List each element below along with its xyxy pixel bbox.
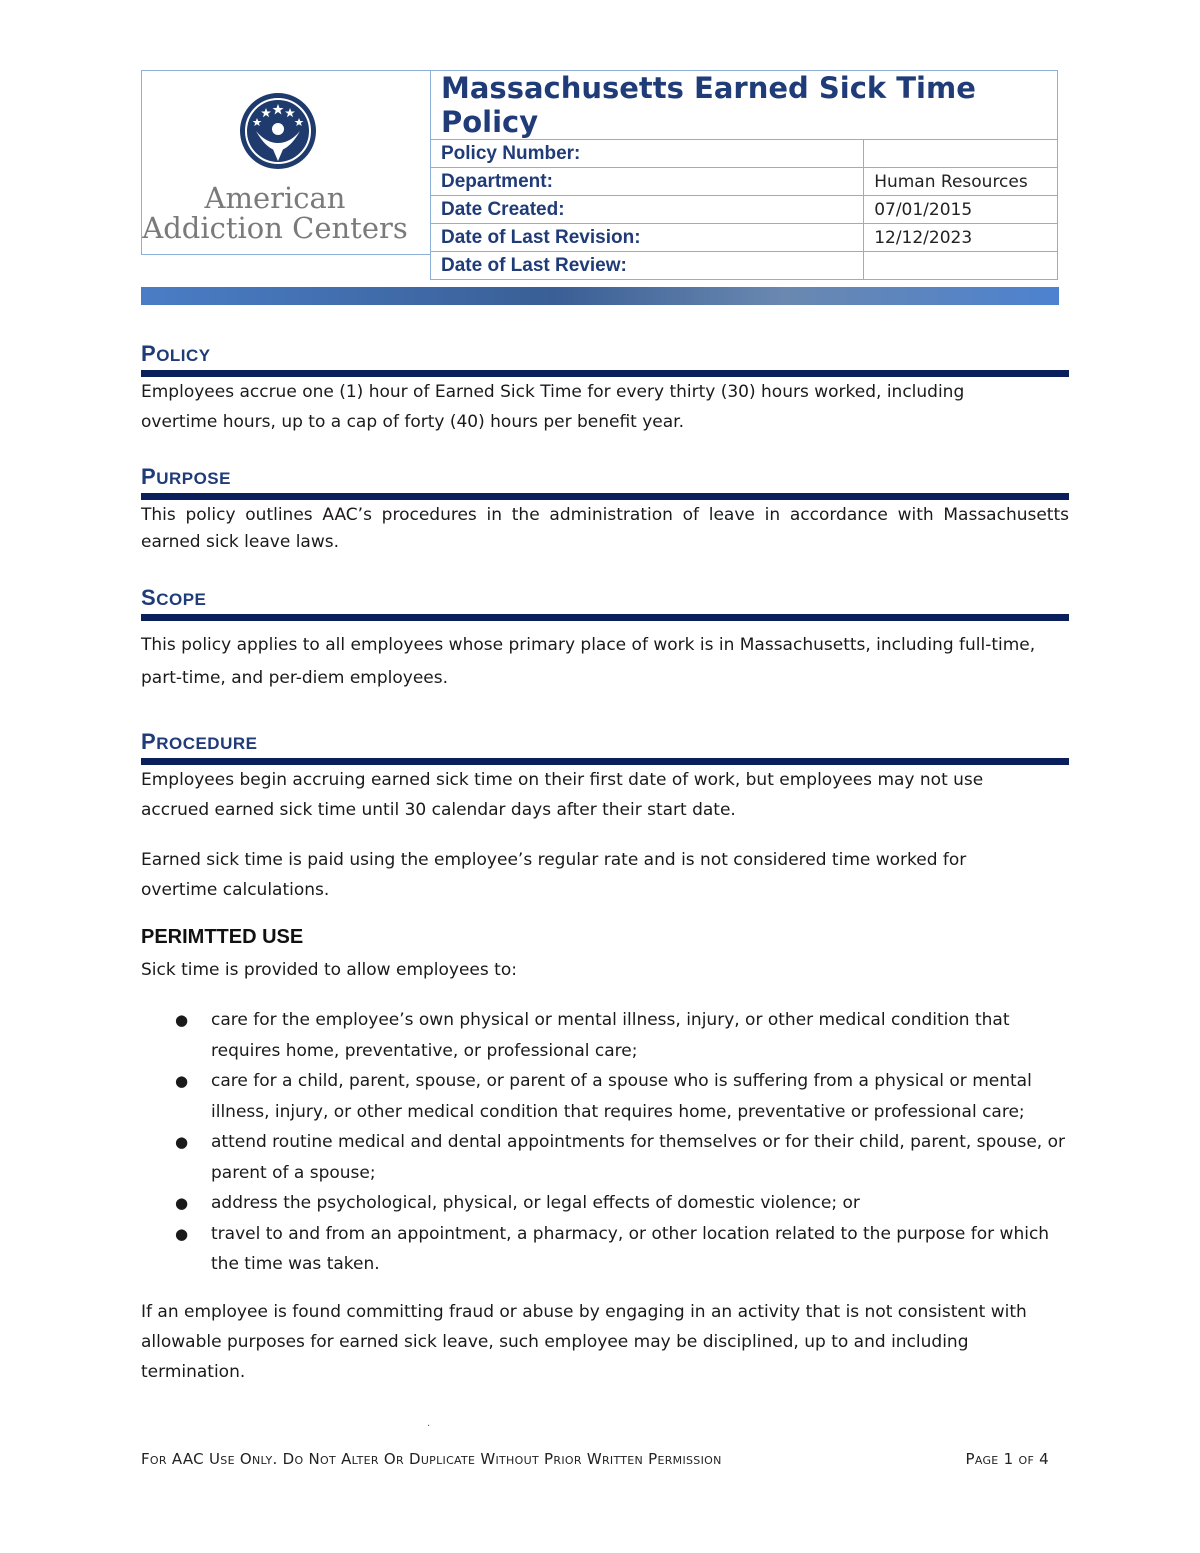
list-item xyxy=(141,1066,1069,1127)
list-item-text: address the psychological, physical, or legal effects of domestic violence; or xyxy=(211,1193,860,1213)
list-item xyxy=(141,1188,1069,1219)
info-value: Human Resources xyxy=(864,168,1058,196)
logo-text-line2: Addiction Centers xyxy=(142,211,408,245)
policy-info-table xyxy=(430,70,1058,280)
section-heading-purpose xyxy=(141,464,1069,500)
scope-text: This policy applies to all employees whose primary place of work is in Massachusetts, including full-time, part-time, and per-diem employees. xyxy=(141,635,1036,688)
permitted-use-intro: Sick time is provided to allow employees to: xyxy=(141,960,517,980)
logo-text-line1: American xyxy=(204,181,346,215)
bullet-icon: ● xyxy=(175,1133,189,1151)
heading-initial: S xyxy=(141,585,157,610)
info-label: Policy Number: xyxy=(431,140,864,168)
info-label: Date of Last Review: xyxy=(431,252,864,280)
stray-mark: . xyxy=(427,1418,431,1429)
section-rule xyxy=(141,758,1069,765)
policy-text: Employees accrue one (1) hour of Earned Sick Time for every thirty (30) hours worked, including overtime hours, up to a cap of forty (40) hours per benefit year. xyxy=(141,382,965,432)
header-divider-bar xyxy=(141,287,1059,305)
list-item-text: attend routine medical and dental appointments for themselves or for their child, parent, spouse, or parent of a spouse; xyxy=(211,1132,1066,1183)
purpose-text: This policy outlines AAC’s procedures in the administration of leave in accordance with Massachusetts earned sick leave laws. xyxy=(141,505,1069,552)
info-value: 12/12/2023 xyxy=(864,224,1058,252)
bullet-icon: ● xyxy=(175,1224,189,1243)
info-label: Department: xyxy=(431,168,864,196)
heading-rest: ROCEDURE xyxy=(156,734,258,753)
section-heading-scope xyxy=(141,585,1069,621)
heading-rest: OLICY xyxy=(156,346,211,365)
list-item-text: care for the employee’s own physical or mental illness, injury, or other medical condition that requires home, preventative, or professional care; xyxy=(211,1010,1010,1061)
policy-header xyxy=(141,70,1059,276)
logo-cell xyxy=(141,70,431,255)
list-item-text: care for a child, parent, spouse, or parent of a spouse who is suffering from a physical or mental illness, injury, or other medical condition that requires home, preventative or professional care; xyxy=(211,1071,1032,1122)
list-item-text: travel to and from an appointment, a pharmacy, or other location related to the purpose for which the time was taken. xyxy=(211,1223,1050,1274)
permitted-use-heading: PERIMTTED USE xyxy=(141,926,304,948)
heading-initial: P xyxy=(141,729,157,754)
heading-rest: URPOSE xyxy=(156,469,231,488)
section-rule xyxy=(141,614,1069,621)
list-item xyxy=(141,1219,1069,1280)
aac-logo-emblem-icon xyxy=(238,91,318,171)
info-row-department xyxy=(431,168,1058,196)
heading-rest: COPE xyxy=(156,590,207,609)
footer-page-number: Page 1 of 4 xyxy=(965,1450,1049,1468)
section-rule xyxy=(141,493,1069,500)
info-row-policy-number xyxy=(431,140,1058,168)
bullet-icon: ● xyxy=(175,1194,189,1212)
list-item xyxy=(141,1005,1069,1066)
section-rule xyxy=(141,370,1069,377)
permitted-use-list xyxy=(141,1005,1069,1280)
procedure-text-1: Employees begin accruing earned sick time on their first date of work, but employees may not use accrued earned sick time until 30 calendar days after their start date. xyxy=(141,770,984,820)
info-row-date-created xyxy=(431,196,1058,224)
list-item xyxy=(141,1127,1069,1188)
footer-disclaimer: For AAC Use Only. Do Not Alter Or Duplicate Without Prior Written Permission xyxy=(141,1450,722,1468)
heading-initial: P xyxy=(141,341,157,366)
info-value xyxy=(864,140,1058,168)
document-title: Massachusetts Earned Sick Time Policy xyxy=(431,71,1058,140)
bullet-icon: ● xyxy=(175,1011,189,1029)
info-label: Date of Last Revision: xyxy=(431,224,864,252)
section-heading-procedure xyxy=(141,729,1069,765)
info-row-date-last-review xyxy=(431,252,1058,280)
info-row-date-last-revision xyxy=(431,224,1058,252)
procedure-text-2: Earned sick time is paid using the employee’s regular rate and is not considered time worked for overtime calculations. xyxy=(141,850,967,900)
fraud-abuse-text: If an employee is found committing fraud or abuse by engaging in an activity that is not consistent with allowable purposes for earned sick leave, such employee may be disciplined, up to and including termination. xyxy=(141,1302,1027,1382)
heading-initial: P xyxy=(141,464,157,489)
bullet-icon: ● xyxy=(175,1072,189,1090)
section-heading-policy xyxy=(141,341,1069,377)
info-value: 07/01/2015 xyxy=(864,196,1058,224)
info-value xyxy=(864,252,1058,280)
info-label: Date Created: xyxy=(431,196,864,224)
